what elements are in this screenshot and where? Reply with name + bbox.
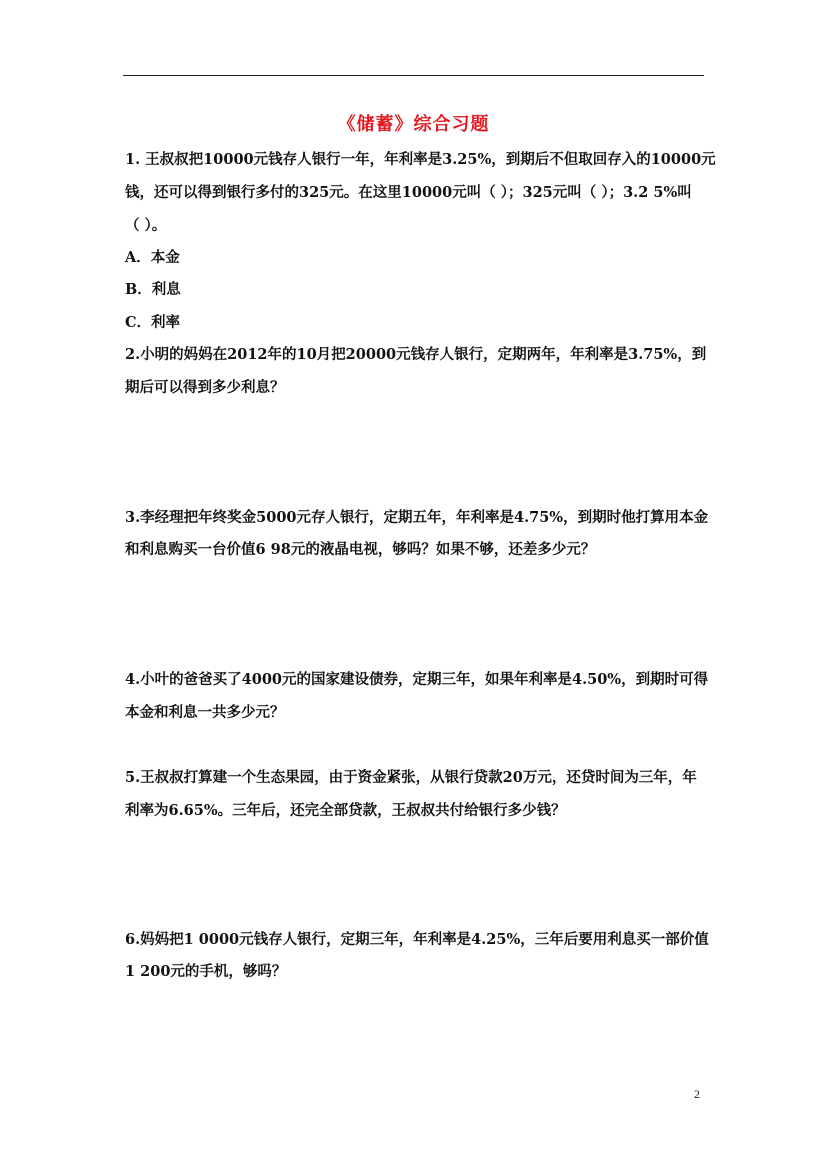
question-1-option-a: A．本金 [125, 249, 180, 266]
page-title: 《储蓄》综合习题 [337, 114, 490, 135]
question-4-line-2: 本金和利息一共多少元？ [125, 704, 285, 721]
question-5-line-1: 5.王叔叔打算建一个生态果园，由于资金紧张，从银行贷款20万元，还贷时间为三年，年 [125, 769, 697, 786]
question-6-line-1: 6.妈妈把1 0000元钱存人银行，定期三年，年利率是4.25%，三年后要用利息买一部价值 [125, 931, 709, 948]
question-6-line-2: 1 200元的手机，够吗？ [125, 963, 287, 980]
question-2-line-1: 2.小明的妈妈在2012年的10月把20000元钱存人银行，定期两年，年利率是3.75%，到 [125, 346, 707, 363]
question-1-line-1: 1. 王叔叔把10000元钱存人银行一年，年利率是3.25%，到期后不但取回存入的10000元 [125, 151, 716, 168]
question-2-line-2: 期后可以得到多少利息？ [125, 379, 285, 396]
question-1-option-b: B．利息 [125, 281, 181, 298]
question-1-option-c: C．利率 [125, 314, 181, 331]
page-number: 2 [694, 1087, 700, 1101]
question-3-line-1: 3.李经理把年终奖金5000元存人银行，定期五年，年利率是4.75%，到期时他打算用本金 [125, 509, 709, 526]
question-1-line-2: 钱，还可以得到银行多付的325元。在这里10000元叫（ ）；325元叫（ ）；3.2 5%叫 [125, 184, 692, 201]
question-5-line-2: 利率为6.65%。三年后，还完全部贷款，王叔叔共付给银行多少钱？ [125, 802, 566, 819]
question-1-line-3: （ ）。 [125, 217, 167, 234]
question-3-line-2: 和利息购买一台价值6 98元的液晶电视，够吗？如果不够，还差多少元？ [125, 541, 596, 558]
question-4-line-1: 4.小叶的爸爸买了4000元的国家建设债券，定期三年，如果年利率是4.50%，到期时可得 [125, 671, 709, 688]
header-rule [123, 75, 704, 76]
